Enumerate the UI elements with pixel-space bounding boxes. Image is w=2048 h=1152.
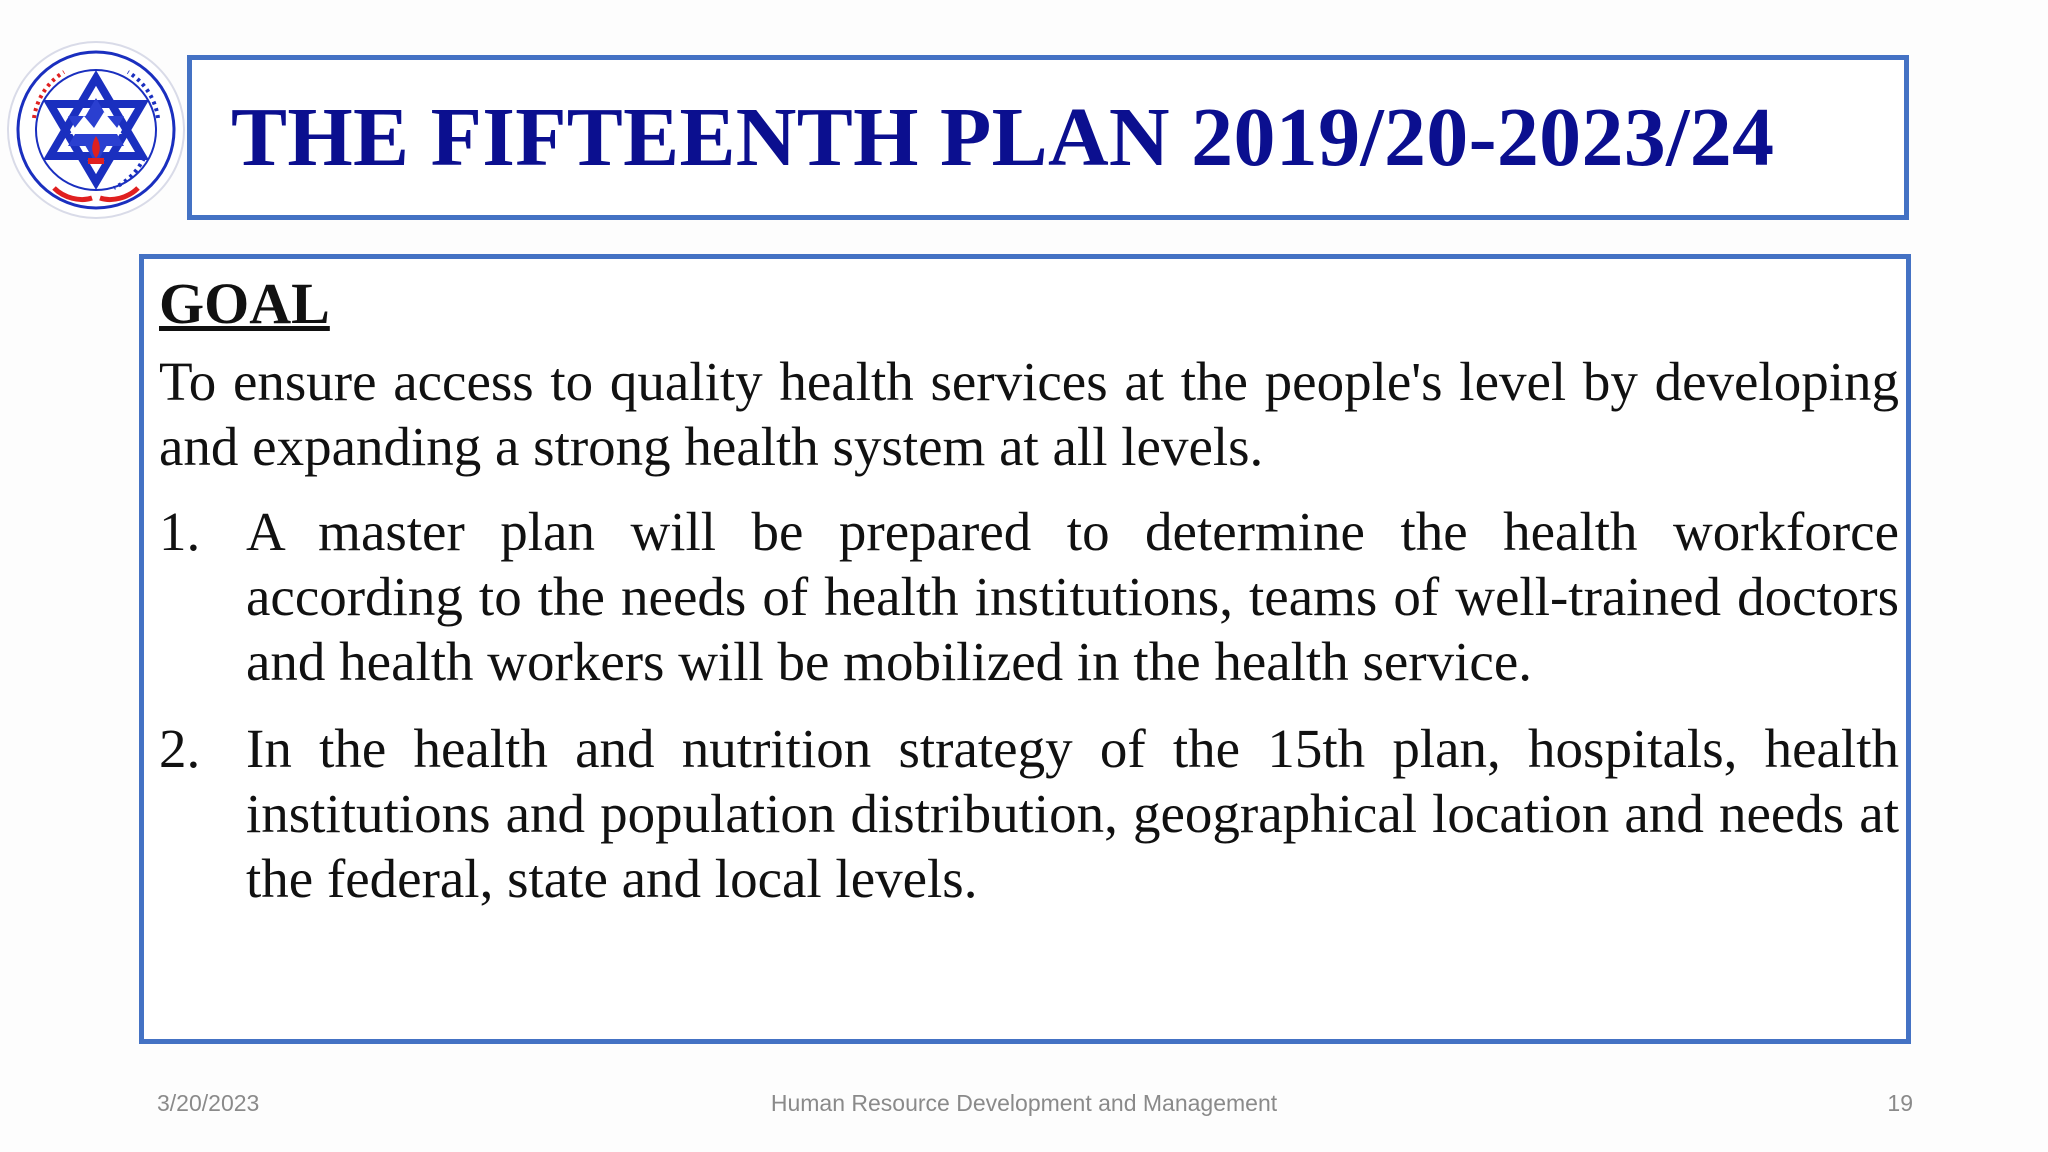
list-item: [159, 499, 1899, 694]
footer-date: 3/20/2023: [157, 1090, 260, 1116]
content-body: [159, 265, 1899, 933]
plan-list: [159, 499, 1899, 911]
university-logo-icon: [4, 38, 188, 222]
list-item-number: 1.: [159, 501, 201, 562]
content-box: [139, 254, 1911, 1044]
footer-title: Human Resource Development and Management: [770, 1090, 1278, 1116]
slide-title: THE FIFTEENTH PLAN 2019/20-2023/24: [231, 91, 1775, 184]
list-item-text: In the health and nutrition strategy of the 15th plan, hospitals, health institutions and population distribution, geographical location and needs at the federal, state and local levels.: [246, 718, 1899, 909]
goal-text: To ensure access to quality health services at the people's level by developing and expanding a strong health system at all levels.: [159, 351, 1899, 477]
footer-page-number: 19: [1887, 1090, 1913, 1116]
title-box: [187, 55, 1909, 220]
list-item: [159, 716, 1899, 911]
goal-heading: GOAL: [159, 271, 330, 336]
list-item-number: 2.: [159, 718, 201, 779]
list-item-text: A master plan will be prepared to determine the health workforce according to the needs of health institutions, teams of well-trained doctors and health workers will be mobilized in the health service.: [246, 501, 1899, 692]
